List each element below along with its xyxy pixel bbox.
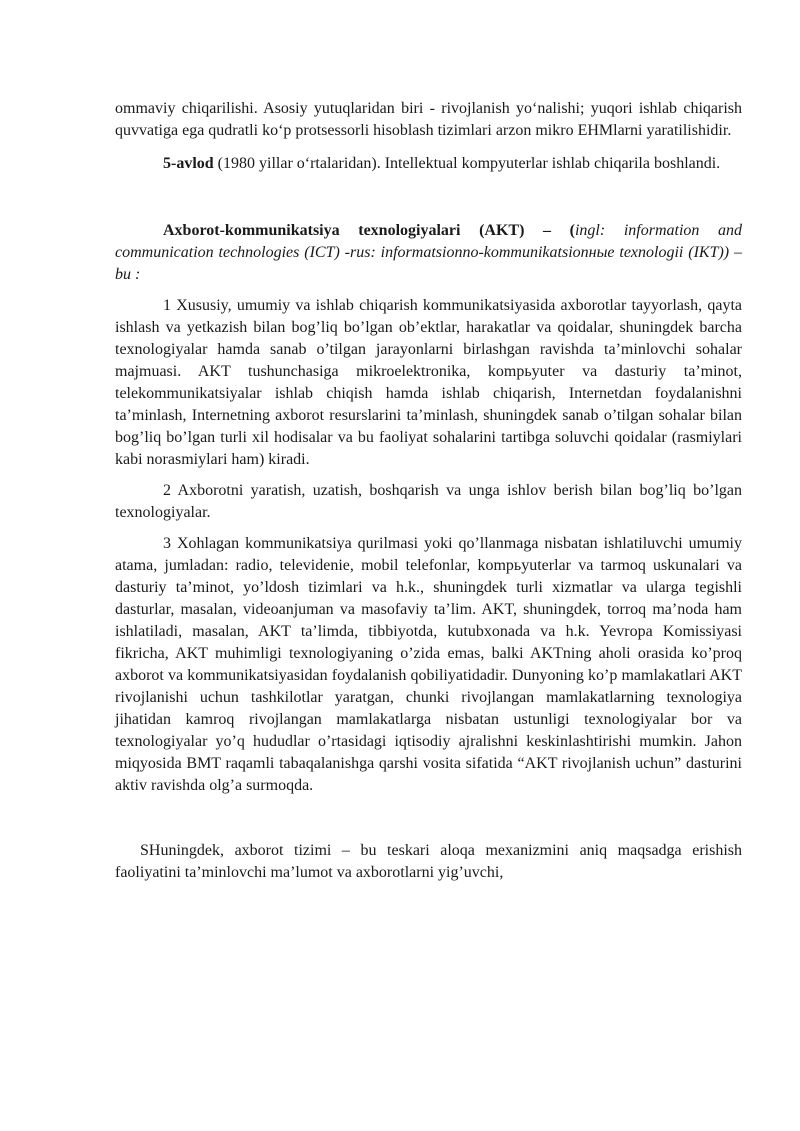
paragraph-generation-continuation: ommaviy chiqarilishi. Asosiy yutuqlaridan biri - rivojlanish yo‘nalishi; yuqori ishlab chiqarish quvvatiga ega qudratli ko‘p protsessorli hisoblash tizimlari arzon mikro EHMlarni yaratilishidir. — [115, 100, 742, 139]
ict-term-heading: Axborot-kommunikatsiya texnologiyalari (AKT) – ( — [163, 222, 575, 239]
fifth-generation-text: (1980 yillar o‘rtalaridan). Intellektual kompyuterlar ishlab chiqarila boshlandi. — [213, 155, 721, 172]
paragraph-fifth-generation — [115, 153, 742, 175]
paragraph-ict-definition — [115, 220, 742, 286]
paragraph-ict-item-3: 3 Xohlagan kommunikatsiya qurilmasi yoki qo’llanmaga nisbatan ishlatiluvchi umumiy atama, jumladan: radio, televidenie, mobil telefonlar, kompьyuterlar va tarmoq uskunalari va dasturiy ta’minot, yo’ldosh tizimlari va h.k., shuningdek turli xizmatlar va ularga tegishli dasturlar, masalan, videoanjuman va masofaviy ta’lim. AKT, shuningdek, torroq ma’noda ham ishlatiladi, masalan, AKT ta’limda, tibbiyotda, kutubxonada va h.k. Yevropa Komissiyasi fikricha, AKT muhimligi texnologiyaning o’zida emas, balki AKTning aholi orasida ko’proq axborot va kommunikatsiyasidan foydalanish qobiliyatidadir. Dunyoning ko’p mamlakatlari AKT rivojlanishi uchun tashkilotlar yaratgan, chunki rivojlangan mamlakatlarning texnologiya jihatidan kamroq rivojlangan mamlakatlarga nisbatan ustunligi texnologiyalar bor va texnologiyalar yo’q hududlar o’rtasidagi iqtisodiy ajralishni keskinlashtirishi mumkin. Jahon miqyosida BMT raqamli tabaqalanishga qarshi vosita sifatida “AKT rivojlanish uchun” dasturini aktiv ravishda olg’a surmoqda. — [115, 535, 742, 794]
paragraph-information-system: SHuningdek, axborot tizimi – bu teskari aloqa mexanizmini aniq maqsadga erishish faoliyatini ta’minlovchi ma’lumot va axborotlarni yig’uvchi, — [115, 842, 742, 881]
paragraph-ict-item-2: 2 Axborotni yaratish, uzatish, boshqarish va unga ishlov berish bilan bog’liq bo’lgan texnologiyalar. — [115, 482, 742, 521]
fifth-generation-heading: 5-avlod — [163, 155, 214, 172]
paragraph-ict-item-1: 1 Xususiy, umumiy va ishlab chiqarish kommunikatsiyasida axborotlar tayyorlash, qayta ishlash va yetkazish bilan bog’liq bo’lgan ob’ektlar, harakatlar va qoidalar, shuningdek barcha texnologiyalar hamda sanab o’tilgan jarayonlarni birlashgan ravishda ta’minlovchi sohalar majmuasi. AKT tushunchasiga mikroelektronika, kompьyuter va dasturiy ta’minot, telekommunikatsiyalar ishlab chiqish hamda ishlab chiqarish, Internetdan foydalanishni ta’minlash, Internetning axborot resurslarini ta’minlash, shuningdek sanab o’tilgan sohalar bilan bog’liq bo’lgan turli xil hodisalar va bu faoliyat sohalarini tartibga soluvchi qoidalar (rasmiylari kabi norasmiylari ham) kiradi. — [115, 297, 742, 468]
ict-term-translation: ingl: information and communication technologies (ICT) -rus: informatsionno-kommunikatsionные texnologii (IKT)) – bu : — [115, 222, 743, 283]
